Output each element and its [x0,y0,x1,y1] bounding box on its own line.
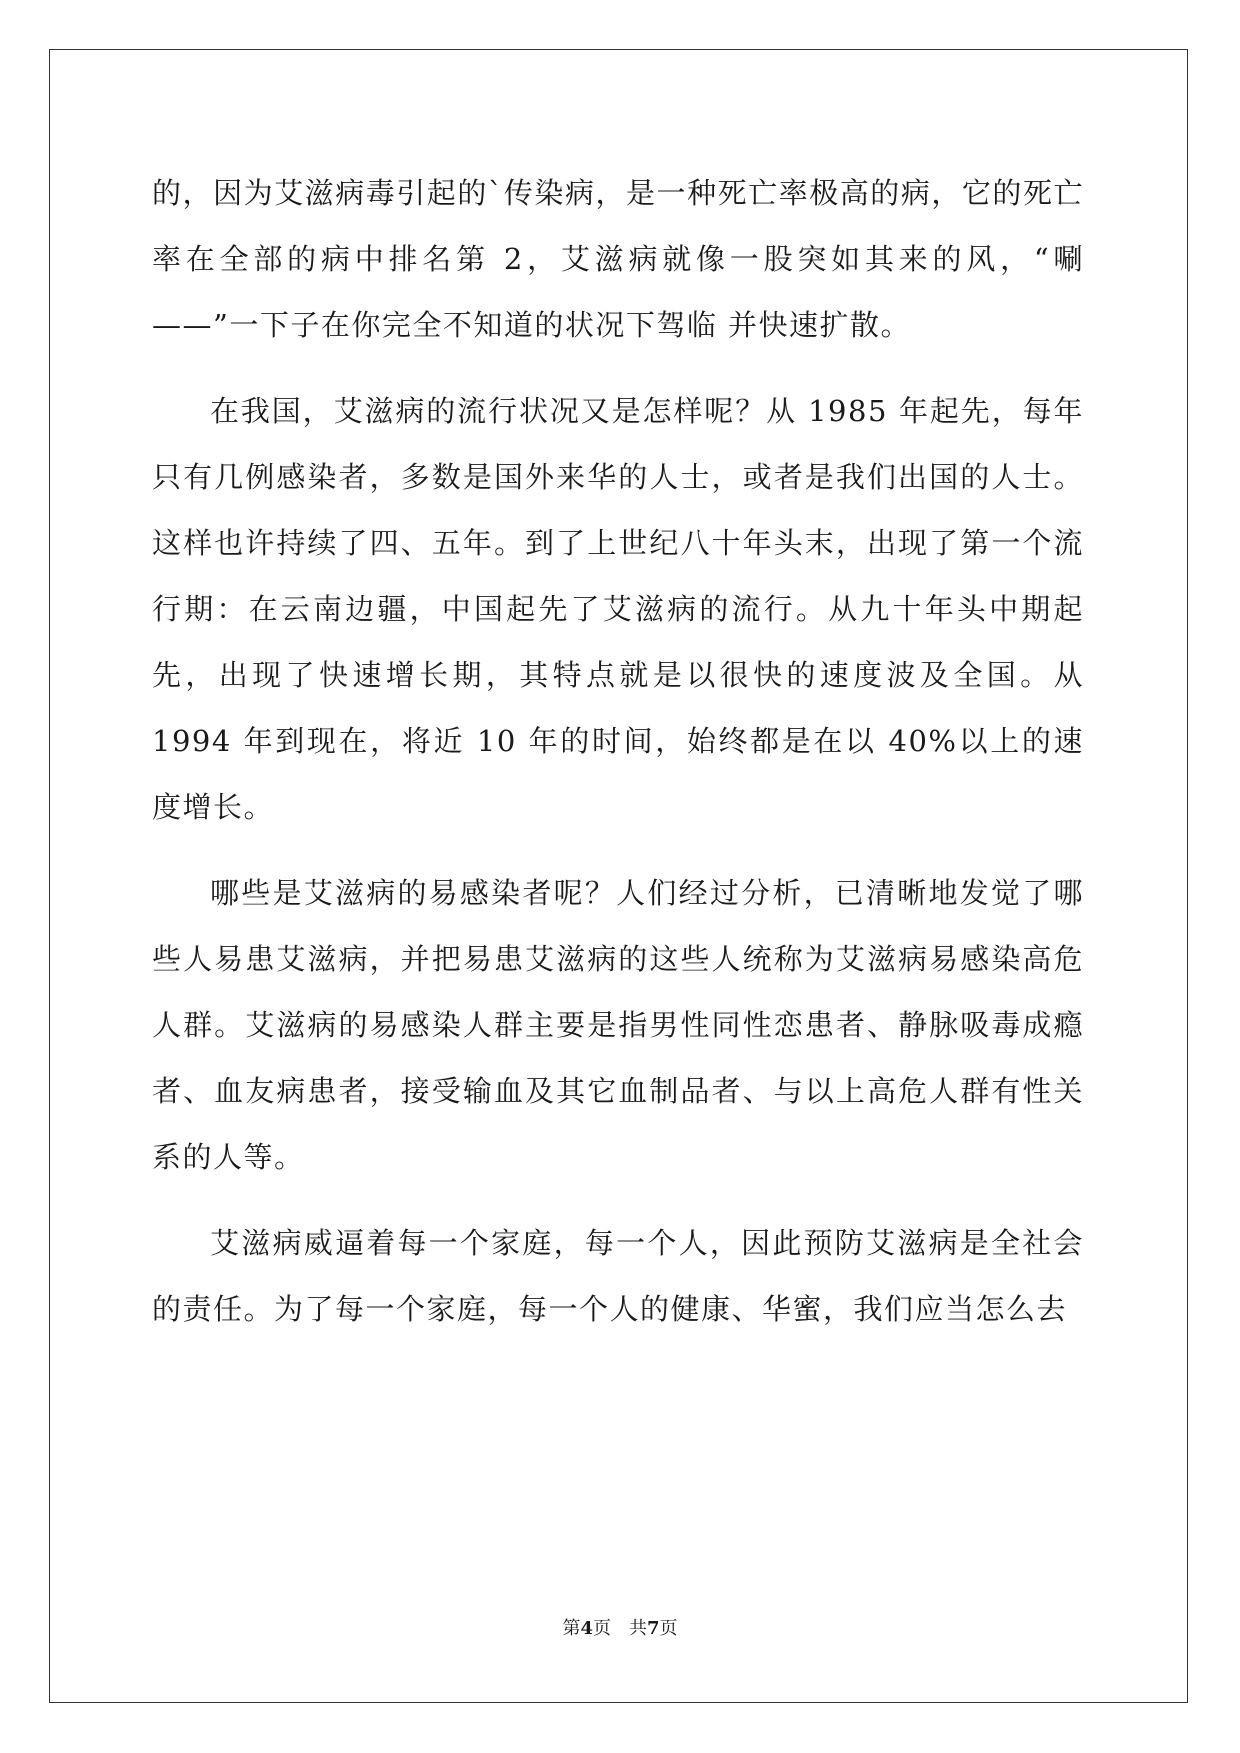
page-suffix: 页 [593,1618,611,1639]
paragraph-3: 哪些是艾滋病的易感染者呢？人们经过分析，已清晰地发觉了哪些人易患艾滋病，并把易患艾滋病的这些人统称为艾滋病易感染高危人群。艾滋病的易感染人群主要是指男性同性恋患者、静脉吸毒成瘾者、血友病患者，接受输血及其它血制品者、与以上高危人群有性关系的人等。 [152,876,1084,1174]
document-body [152,160,1084,1362]
page-footer [0,1614,1240,1640]
paragraph-4: 艾滋病威逼着每一个家庭，每一个人，因此预防艾滋病是全社会的责任。为了每一个家庭，每一个人的健康、华蜜，我们应当怎么去 [152,1226,1084,1326]
total-prefix: 共 [629,1618,647,1639]
page-prefix: 第 [562,1618,581,1639]
paragraph-2: 在我国，艾滋病的流行状况又是怎样呢？从 1985 年起先，每年只有几例感染者，多数是国外来华的人士，或者是我们出国的人士。这样也许持续了四、五年。到了上世纪八十年头末，出现了第一个流行期：在云南边疆，中国起先了艾滋病的流行。从九十年头中期起先，出现了快速增长期，其特点就是以很快的速度波及全国。从 1994 年到现在，将近 10 年的时间，始终都是在以 40%以上的速度增长。 [152,394,1084,824]
paragraph-1: 的，因为艾滋病毒引起的`传染病，是一种死亡率极高的病，它的死亡率在全部的病中排名第 2，艾滋病就像一股突如其来的风，“唰——”一下子在你完全不知道的状况下驾临 并快速扩散。 [152,176,1084,342]
total-suffix: 页 [659,1618,678,1639]
total-pages: 7 [647,1618,660,1639]
page-number: 4 [580,1618,593,1639]
